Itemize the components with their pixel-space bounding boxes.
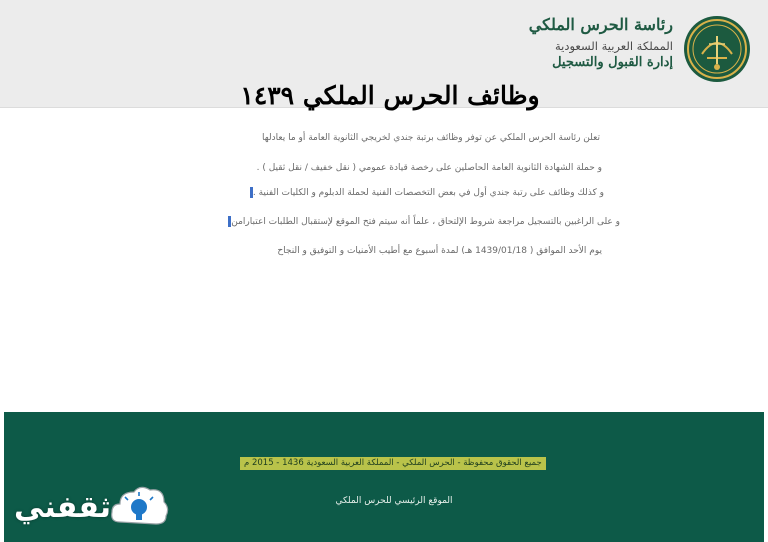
- home-site-link[interactable]: الموقع الرئيسي للحرس الملكي: [335, 496, 453, 506]
- lightbulb-cloud-icon: [108, 482, 170, 534]
- header-titles: [393, 14, 673, 72]
- watermark-logo: [8, 478, 174, 542]
- org-name: رئاسة الحرس الملكي: [528, 15, 673, 34]
- watermark-text: ثقفني: [14, 490, 112, 525]
- country-name: المملكة العربية السعودية: [555, 39, 673, 53]
- announcement-text: و كذلك وظائف على رتبة جندي أول في بعض التخصصات الفنية لحملة الدبلوم و الكليات الفنية .: [252, 188, 604, 198]
- announcement-line: و حملة الشهادة الثانوية العامة الحاصلين على رخصة قيادة عمومي ( نقل خفيف / نقل ثقيل ) .: [256, 163, 602, 173]
- announcement-line: تعلن رئاسة الحرس الملكي عن توفر وظائف برتبة جندي لخريجي الثانوية العامة أو ما يعادلها: [261, 133, 600, 143]
- department-name: إدارة القبول والتسجيل: [552, 55, 673, 70]
- announcement-text: و على الراغبين بالتسجيل مراجعة شروط الإلتحاق ، علماً أنه سيتم فتح الموقع لإستقبال الطلبات اعتبارامن: [231, 217, 620, 227]
- copyright-notice: جميع الحقوق محفوظة - الحرس الملكي - المملكة العربية السعودية 1436 - 2015 م: [240, 457, 546, 470]
- announcement-line: يوم الأحد الموافق ( 1439/01/18 هـ) لمدة أسبوع مع أطيب الأمنيات و التوفيق و النجاح: [277, 246, 602, 256]
- royal-guard-emblem-icon[interactable]: [682, 14, 752, 84]
- page-title: وظائف الحرس الملكي ١٤٣٩: [240, 81, 540, 110]
- announcement-line-with-mark: [224, 215, 620, 229]
- announcement-line-with-mark: [246, 186, 604, 200]
